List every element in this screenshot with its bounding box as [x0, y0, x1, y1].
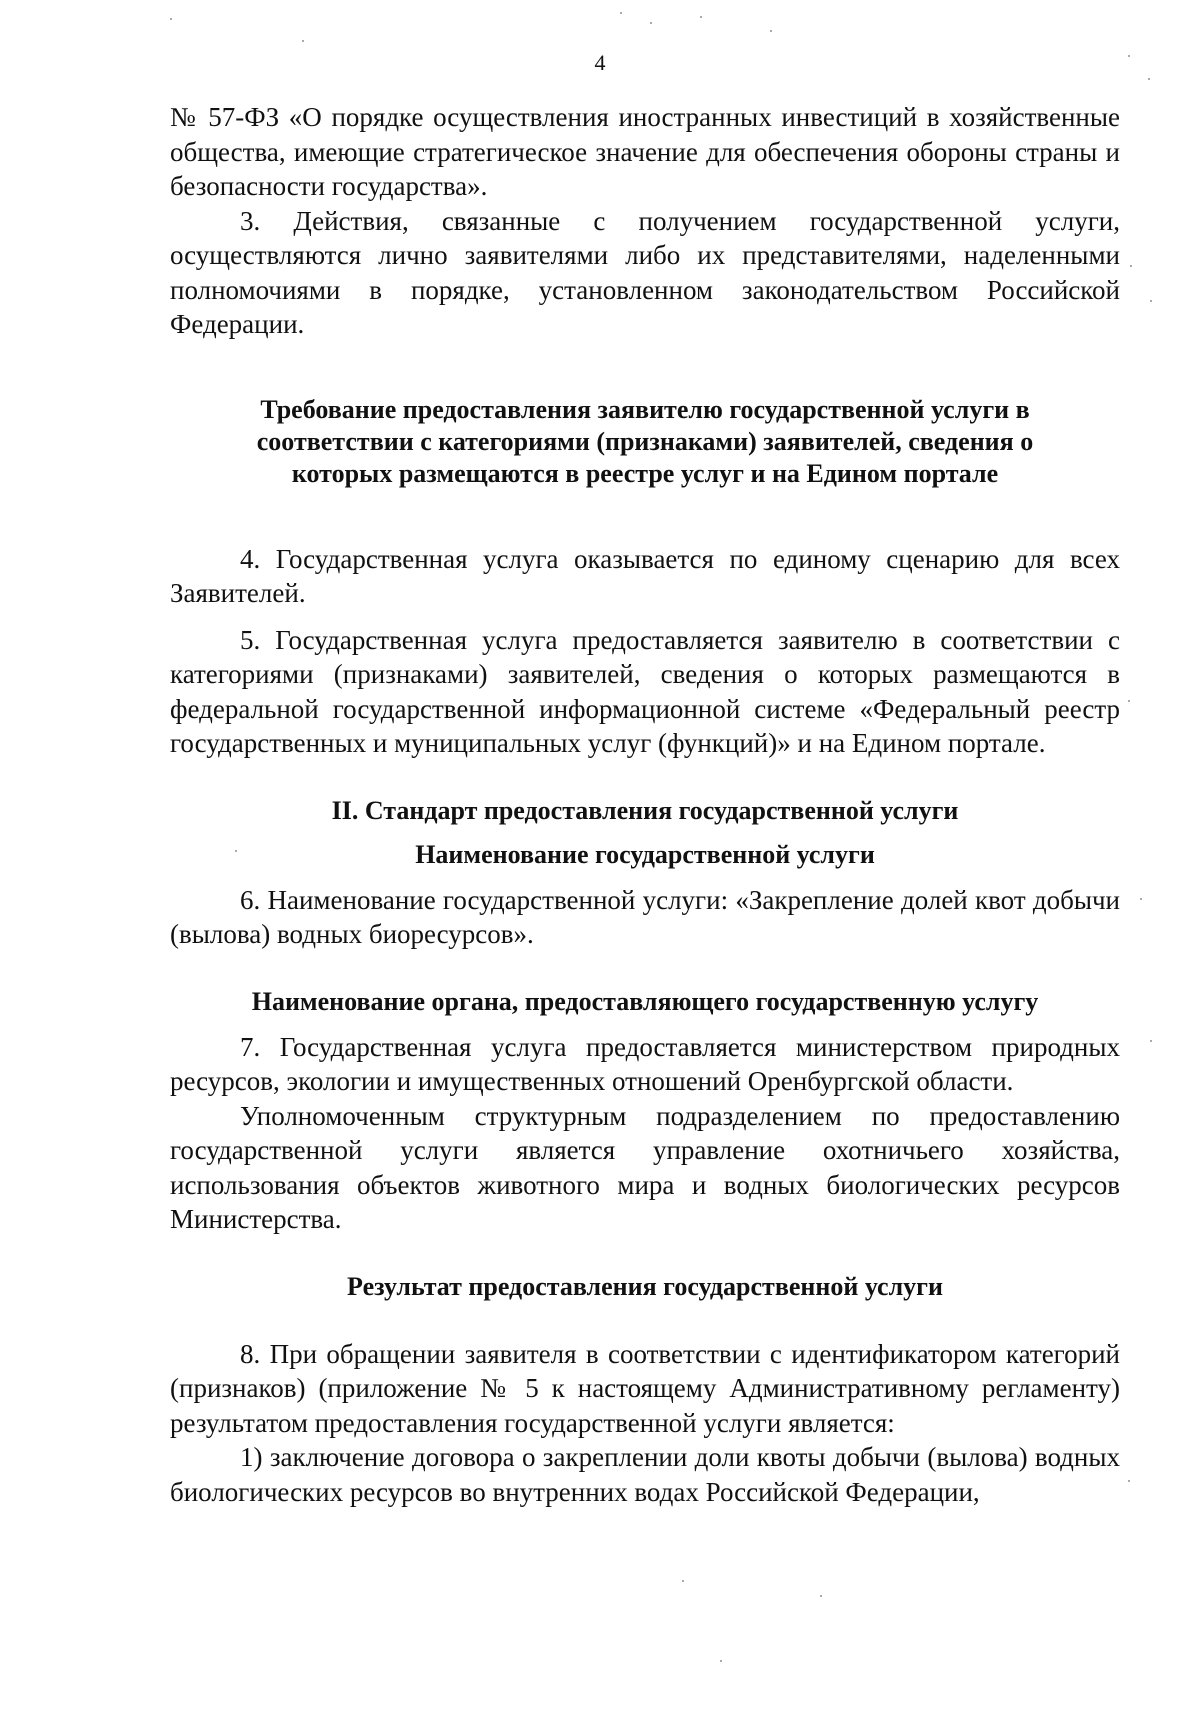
paragraph-7-continuation: Уполномоченным структурным подразделением по предоставлению государственной услуги является управление охотничьего хозяйства, использования объектов животного мира и водных биологических ресурсов Министерства.: [170, 1100, 1120, 1234]
paragraph-5: 5. Государственная услуга предоставляется заявителю в соответствии с категориями (признаками) заявителей, сведения о которых размещаются в федеральной государственной информационной системе «Федеральный реестр государственных и муниципальных услуг (функций)» и на Едином портале.: [170, 624, 1120, 758]
paragraph-4: 4. Государственная услуга оказывается по единому сценарию для всех Заявителей.: [170, 543, 1120, 608]
paragraph-8: 8. При обращении заявителя в соответствии с идентификатором категорий (признаков) (приложение № 5 к настоящему Административному регламенту) результатом предоставления государственной услуги является:: [170, 1338, 1120, 1438]
heading-requirement-line-2: соответствии с категориями (признаками) заявителей, сведения о: [256, 426, 1034, 456]
heading-organ: Наименование органа, предоставляющего государственную услугу: [251, 986, 1039, 1016]
document-body: [170, 100, 1120, 1509]
paragraph-3: 3. Действия, связанные с получением государственной услуги, осуществляются лично заявителями либо их представителями, наделенными полномочиями в порядке, установленном законодательством Российской Федерации.: [170, 205, 1120, 339]
paragraph-8-item-1: 1) заключение договора о закреплении доли квоты добычи (вылова) водных биологических ресурсов во внутренних водах Российской Федерации,: [170, 1442, 1120, 1507]
paragraph-law-continuation: № 57-ФЗ «О порядке осуществления иностранных инвестиций в хозяйственные общества, имеющие стратегическое значение для обеспечения обороны страны и безопасности государства».: [170, 102, 1120, 201]
heading-section-2: II. Стандарт предоставления государственной услуги: [331, 795, 959, 825]
heading-requirement: [170, 394, 1120, 490]
heading-result: Результат предоставления государственной услуги: [347, 1271, 943, 1301]
page-number: 4: [594, 50, 606, 75]
paragraph-6: 6. Наименование государственной услуги: «Закрепление долей квот добычи (вылова) водных биоресурсов».: [170, 884, 1120, 949]
heading-requirement-line-3: которых размещаются в реестре услуг и на Едином портале: [291, 458, 999, 488]
heading-service-name: Наименование государственной услуги: [415, 839, 875, 869]
paragraph-7: 7. Государственная услуга предоставляется министерством природных ресурсов, экологии и имущественных отношений Оренбургской области.: [170, 1031, 1120, 1096]
heading-requirement-line-1: Требование предоставления заявителю государственной услуги в: [260, 394, 1030, 424]
